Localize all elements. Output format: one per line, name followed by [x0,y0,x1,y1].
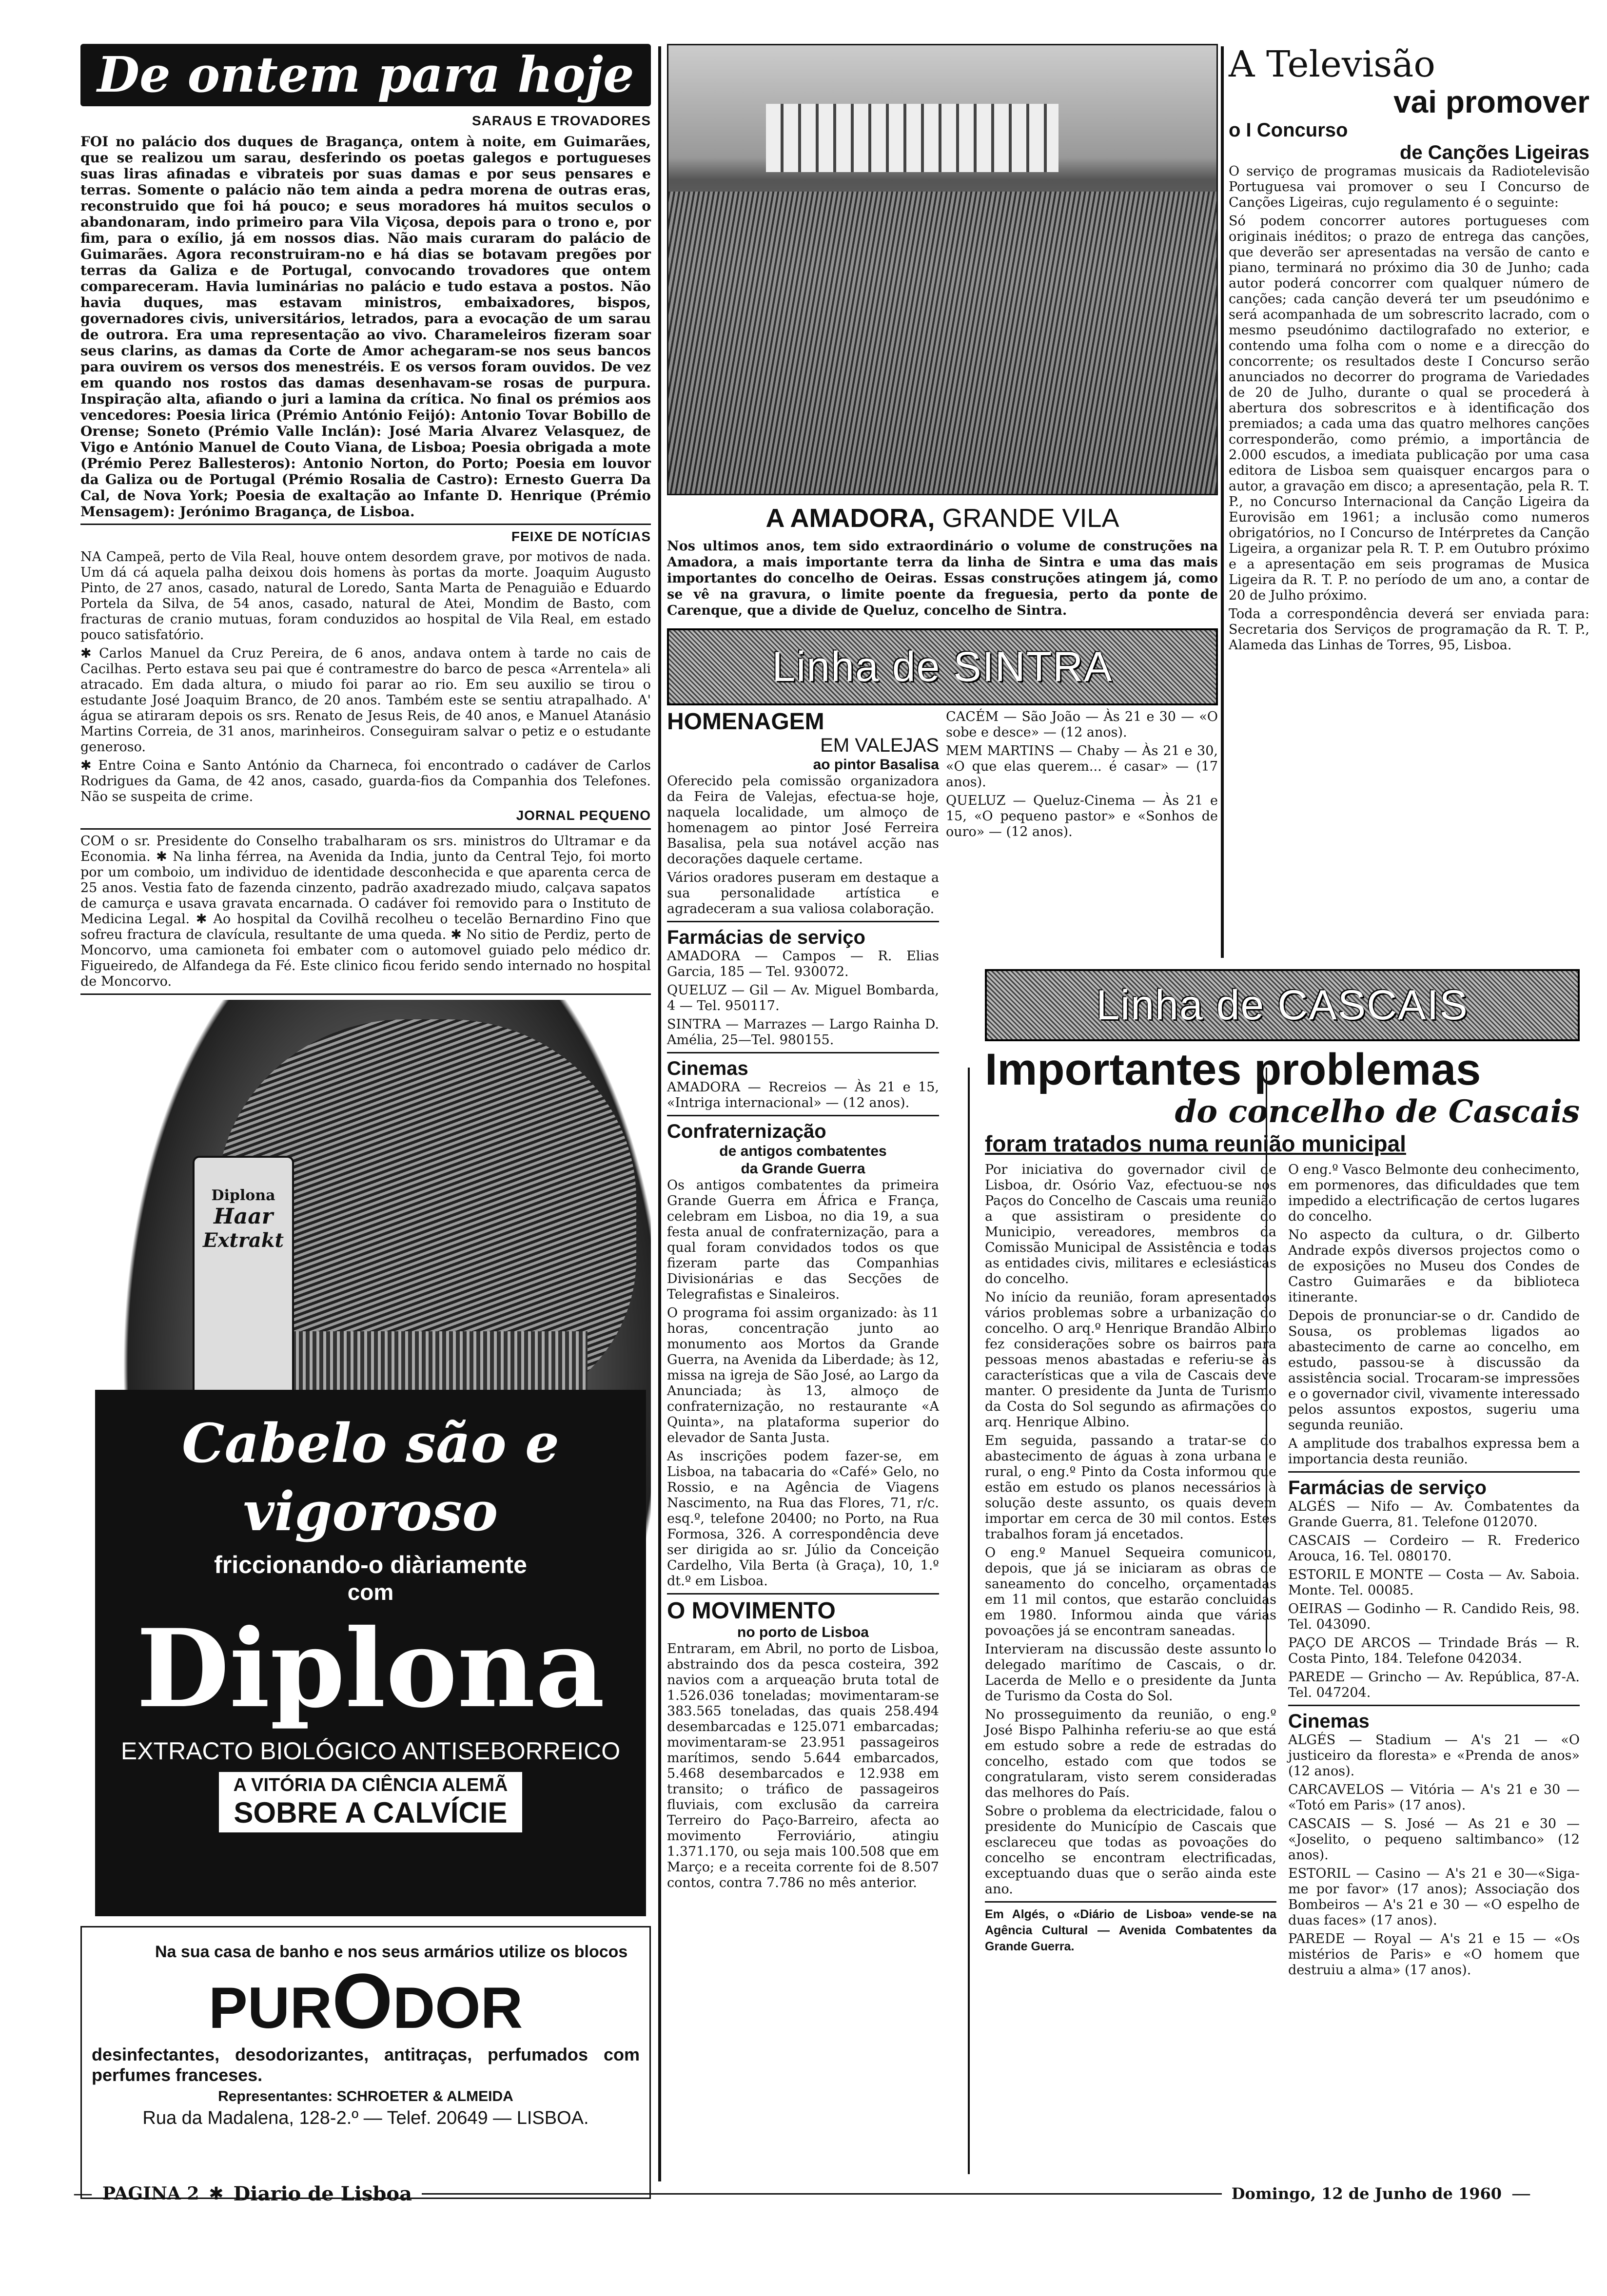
sintra-col-left [667,709,939,1894]
homenagem-title: HOMENAGEM [667,709,824,735]
photo-field [668,192,1216,494]
footer-rule [422,2193,1222,2195]
ad-dark-panel [95,1390,646,1916]
amadora-title-bold: A AMADORA, [765,504,935,533]
cinemas-title: Cinemas [667,1058,748,1079]
pharmacy-item: PAREDE — Grincho — Av. República, 87-A. Tel. 047204. [1288,1670,1580,1700]
article-paragraph: Depois de pronunciar-se o dr. Candido de Sousa, os problemas ligados ao abastecimento de carne ao concelho, em estudo, passou-se à discussão da assistência social. Trocaram-se impressões e o governador civil, vivamente interessado pelos assuntos expostos, sugeriu uma segunda reunião. [1288,1308,1580,1433]
cascais-col-right [1288,1162,1580,1981]
pharmacy-item: AMADORA — Campos — R. Elias Garcia, 185 — Tel. 930072. [667,949,939,979]
cinema-item: CARCAVELOS — Vitória — A's 21 e 30 — «Totó em Paris» (17 anos). [1288,1782,1580,1813]
pharmacy-item: ESTORIL E MONTE — Costa — Av. Saboia. Monte. Tel. 00085. [1288,1567,1580,1598]
left-column [80,44,651,2199]
pharmacy-item: SINTRA — Marrazes — Largo Rainha D. Amélia, 25—Tel. 980155. [667,1017,939,1048]
star-icon: ✱ [209,2183,224,2204]
ad-tag: EXTRACTO BIOLÓGICO ANTISEBORREICO [120,1737,621,1765]
tv-title: A Televisão [1229,43,1435,85]
tv-subtitle: de Canções Ligeiras [1399,142,1589,163]
ad-logo [92,1957,640,2044]
article-paragraph: No prosseguimento da reunião, o eng.º José Bispo Palhinha referiu-se ao que está em estudo sobre a rede de estradas do concelho, estado com que todos se congratularam, visto serem consideradas das melhores do País. [985,1707,1276,1800]
footer-paper: Diario de Lisboa [233,2182,412,2205]
ad-address: Rua da Madalena, 128-2.º — Telef. 20649 — LISBOA. [142,2108,589,2128]
sintra-banner: Linha de SINTRA [667,628,1218,705]
logo-part: PUR [208,1975,333,2041]
article-paragraph: O serviço de programas musicais da Radiotelevisão Portuguesa vai promover o seu I Concurso de Canções Ligeiras, cujo regulamento é o seguinte: [1229,164,1589,210]
pharmacy-item: OEIRAS — Godinho — R. Candido Reis, 98. Tel. 043090. [1288,1601,1580,1632]
divider [1288,1705,1580,1706]
article-paragraph: Só podem concorrer autores portugueses com originais inéditos; o prazo de entrega das canções, que deverão ser apresentadas na versão de canto e piano, terminará no próximo dia 30 de Junho; cada autor poderá concorrer com qualquer número de canções; cada canção deverá ter um pseudónimo e será acompanhada de um sobrescrito lacrado, com o mesmo pseudónimo dactilografado no exterior, e contendo uma folha com o nome e a direcção do concorrente; os resultados deste I Concurso serão anunciados no decorrer do programa de Variedades de 20 de Julho, durante o qual se procederá à abertura dos sobrescritos e à identificação dos premiados; a cada uma das quatro melhores canções corresponderão, como prémio, a importância de 2.000 escudos, a imediata publicação por uma casa editora de Lisboa sem quaisquer encargos para o autor, a gravação em disco; a apresentação, pela R. T. P., no Concurso Internacional da Canção Ligeira da Eurovisão em 1961; a inclusão como numeros obrigatórios, no I Concurso de Intérpretes da Canção Ligeira, a organizar pela R. T. P. em Outubro próximo e a apresentação em seis programas de Musica Ligeira da R. T. P. no período de um ano, a contar de 20 de Julho próximo. [1229,214,1589,603]
amadora-title [667,503,1218,533]
article-paragraph: As inscrições podem fazer-se, em Lisboa, na tabacaria do «Café» Gelo, no Rossio, e na Agência de Viagens Nascimento, na Rua das Flores, 71, r/c. esq.º, telefone 20400; no Porto, na Rua Formosa, 326. A correspondência deve ser dirigida ao sr. Júlio da Conceição Cardelho, Vila Berta (à Graça), 10, 1.º dt.º em Lisboa. [667,1449,939,1589]
bottle-line: Extrakt [203,1229,284,1252]
ad-purodor [80,1926,651,2199]
ad-headline: Cabelo são e vigoroso [181,1412,560,1543]
divider [667,1115,939,1116]
section-label: JORNAL PEQUENO [516,808,651,823]
ad-reps: Representantes: SCHROETER & ALMEIDA [218,2088,513,2104]
article-paragraph: Oferecido pela comissão organizadora da Feira de Valejas, efectua-se hoje, naquela localidade, um almoço de homenagem ao pintor José Ferreira Basalisa, pela sua notável acção nas decorações daquele certame. [667,774,939,867]
article-paragraph: No início da reunião, foram apresentados vários problemas sobre a urbanização do concelho. O arq.º Henrique Brandão Albino fez considerações sobre os bairros para pessoas menos abastadas e referiu-se às características que a vila de Cascais deve manter. O presidente da Junta de Turismo da Costa do Sol segundo as afirmações do arq. Henrique Albino. [985,1290,1276,1430]
cinema-item: QUELUZ — Queluz-Cinema — Às 21 e 15, «O pequeno pastor» e «Sonhos de ouro» — (12 anos). [946,793,1218,839]
article-paragraph: Os antigos combatentes da primeira Grande Guerra em África e França, celebram em Lisboa, no dia 19, a sua festa anual de confraternização, para a qual foram convidados todos os que fizeram parte das Companhias Divisionárias e das Secções de Telegrafistas e Sinaleiros. [667,1178,939,1302]
article-paragraph: Intervieram na discussão deste assunto o delegado marítimo de Cascais, o dr. Lacerda de Mello e o presidente da Junta de Turismo da Costa do Sol. [985,1642,1276,1704]
article-paragraph: Vários oradores puseram em destaque a sua personalidade artística e agradeceram a sua valiosa colaboração. [667,870,939,916]
confraternizacao-title: Confraternização [667,1121,826,1142]
column-rule [658,46,661,2181]
ad-tag [217,1770,525,1834]
cascais-h3: foram tratados numa reunião municipal [985,1131,1406,1156]
homenagem-sub2: ao pintor Basalisa [813,757,939,773]
cascais-h2: do concelho de Cascais [1175,1093,1580,1130]
right-column [1229,44,1589,656]
confraternizacao-sub: de antigos combatentes [719,1143,887,1159]
ad-tag-line: SOBRE A CALVÍCIE [234,1796,508,1829]
cinema-item: AMADORA — Recreios — Às 21 e 15, «Intriga internacional» — (12 anos). [667,1080,939,1110]
movimento-sub: no porto de Lisboa [737,1624,869,1640]
ad-tag-line: A VITÓRIA DA CIÊNCIA ALEMÃ [233,1775,508,1795]
cascais-section [985,965,1580,1981]
ad-diplona [80,1000,651,1916]
divider [667,1593,939,1595]
cinema-item: ALGÉS — Stadium — A's 21 — «O justiceiro da floresta» e «Prenda de anos» (12 anos). [1288,1732,1580,1779]
article-paragraph: Sobre o problema da electricidade, falou o presidente do Município de Cascais que esclareceu que todas as povoações do concelho se encontram electrificadas, exceptuando duas que o serão ainda este ano. [985,1804,1276,1897]
article-paragraph: Toda a correspondência deverá ser enviada para: Secretaria dos Serviços de programação da R. T. P., Alameda das Linhas de Torres, 95, Lisboa. [1229,606,1589,653]
cinema-item: CACÉM — São João — Às 21 e 30 — «O sobe e desce» — (12 anos). [946,709,1218,740]
logo-part: DOR [392,1975,523,2041]
article-paragraph: NA Campeã, perto de Vila Real, houve ontem desordem grave, por motivos de nada. Um dá cá aquela palha deixou dois homens às portas da morte. Joaquim Augusto Pinto, de 27 anos, casado, natural de Loredo, Santa Marta de Penaguião e Eduardo Portela da Silva, de 54 anos, casado, natural de Atei, Mondim de Basto, com fracturas de cranio mutuas, foram conduzidos ao hospital de Vila Real, em estado pouco satisfatório. [80,549,651,642]
logo-o-icon: O [332,1957,393,2044]
amadora-title-light: GRANDE VILA [942,504,1119,533]
bottle-line: Haar [214,1204,273,1229]
pharmacy-item: QUELUZ — Gil — Av. Miguel Bombarda, 4 — Tel. 950117. [667,983,939,1013]
divider [80,993,651,995]
footer-dash: — [1511,2182,1531,2205]
divider [667,921,939,922]
divider [667,1052,939,1053]
section-label: SARAUS E TROVADORES [472,113,651,128]
photo-buildings [766,104,1058,172]
agencia-notice: Em Algés, o «Diário de Lisboa» vende-se na Agência Cultural — Avenida Combatentes da Grande Guerra. [985,1907,1276,1953]
ad-desc: desinfectantes, desodorizantes, antitraças, perfumados com perfumes franceses. [92,2044,640,2085]
amadora-caption: Nos ultimos anos, tem sido extraordinário o volume de construções na Amadora, a mais importante terra da linha de Sintra e uma das mais importantes do concelho de Oeiras. Essas construções atingem já, como se vê na gravura, o limite poente da freguesia, perto da ponte de Carenque, que a divide de Queluz, concelho de Sintra. [667,539,1218,618]
cinema-item: CASCAIS — S. José — As 21 e 30 — «Joselito, o pequeno saltimbanco» (12 anos). [1288,1816,1580,1863]
cinemas-title: Cinemas [1288,1711,1370,1732]
article-saraus: FOI no palácio dos duques de Bragança, ontem à noite, em Guimarães, que se realizou um sarau, desferindo os poetas galegos e portugueses suas liras afinadas e vibrateis por suas damas e por seus pensares e terras. Somente o palácio não tem ainda a pedra morena de outras eras, reconstruido que foi há pouco; e seus moradores há muitos seculos o abandonaram, indo primeiro para Vila Viçosa, depois para o trono e, por fim, para o exílio, já em nossos dias. Não mais curaram do palácio de Guimarães. Agora reconstruiram-no e há dias se botavam pregões por terras da Galiza e de Portugal, convocando trovadores que ontem compareceram. Havia luminárias no palácio e tudo estava a postos. Não havia duques, mas estavam ministros, embaixadores, bispos, governadores civis, universitários, letrados, para a evocação de um sarau de outrora. Era uma representação ao vivo. Charameleiros fizeram soar seus clarins, as damas da Corte de Amor achegaram-se nos seus bancos para ouvirem os versos dos menestréis. E os versos foram ouvidos. De vez em quando nos rostos das damas desenhavam-se rosas de purpura. Inspiração alta, afiando o juri a lamina da crítica. No final os prémios aos vencedores: Poesia lirica (Prémio António Feijó): Antonio Tovar Bobillo de Orense; Soneto (Prémio Valle Inclán): José Maria Alvarez Velasquez, de Vigo e António Manuel de Couto Viana, de Lisboa; Poesia obrigada a mote (Prémio Perez Ballesteros): Antonio Norton, do Porto; Poesia em louvor da Galiza ou de Portugal (Prémio Rosalia de Castro): Ernesto Guerra Da Cal, de Nova York; Poesia de exaltação ao Infante D. Henrique (Prémio Mensagem): Jerónimo Bragança, de Lisboa. [80,134,651,520]
pharmacy-item: CASCAIS — Cordeiro — R. Frederico Arouca, 16. Tel. 080170. [1288,1533,1580,1564]
article-paragraph: O eng.º Manuel Sequeira comunicou, depois, que já se iniciaram as obras de saneamento do concelho, orçamentadas em 11 mil contos, que estarão concluidas em 1980. Informou ainda que várias povoações já se encontram saneadas. [985,1545,1276,1638]
article-paragraph: O eng.º Vasco Belmonte deu conhecimento, em pormenores, das dificuldades que tem impedido a electrificação de certos lugares do concelho. [1288,1162,1580,1224]
cinema-item: MEM MARTINS — Chaby — Às 21 e 30, «O que elas querem... é casar» — (17 anos). [946,743,1218,790]
article-paragraph: Por iniciativa do governador civil de Lisboa, dr. Osório Vaz, efectuou-se nos Paços do Concelho de Cascais uma reunião a que assistiram o presidente do Municipio, vereadores, membros da Comissão Municipal de Assistência e todas as entidades civis, militares e eclesiásticas do concelho. [985,1162,1276,1286]
cinema-item: ESTORIL — Casino — A's 21 e 30—«Siga-me por favor» (17 anos); Associação dos Bombeiros — A's 21 e 30 — «O espelho de duas faces» (17 anos). [1288,1866,1580,1928]
farmacias-title: Farmácias de serviço [1288,1477,1487,1498]
cascais-h1: Importantes problemas [985,1045,1481,1094]
section-label: FEIXE DE NOTÍCIAS [511,529,651,544]
tv-subtitle: vai promover [1393,84,1589,119]
pharmacy-item: ALGÉS — Nifo — Av. Combatentes da Grande Guerra, 81. Telefone 012070. [1288,1499,1580,1530]
article-paragraph: ✱ Carlos Manuel da Cruz Pereira, de 6 anos, andava ontem à tarde no cais de Cacilhas. Perto estava seu pai que é contramestre do barco de pesca «Arrentela» ali atracado. Em dada altura, o miudo foi parar ao rio. Em seu auxilio se tirou o estudante José Joaquim Branco, de 20 anos. Também este se sentiu atrapalhado. A' água se atiraram depois os srs. Renato de Jesus Reis, de 40 anos, e Manuel Atanásio Martins Correia, de 31 anos, marinheiros. Conseguiram salvar o petiz e o estudante generoso. [80,646,651,755]
article-paragraph: Entraram, em Abril, no porto de Lisboa, abstraindo dos da pesca costeira, 392 navios com a arqueação bruta total de 1.526.036 toneladas; movimentaram-se 383.565 toneladas, das quais 258.494 desembarcadas e 125.071 embarcadas; movimentaram-se 23.951 passageiros marítimos, sendo 5.644 embarcados, 5.468 desembarcados e 12.938 em transito; o tráfico de passageiros fluviais, com exclusão da carreira Terreiro do Paço-Barreiro, afecta ao movimento Ferroviário, atingiu 1.371.170, ou seja mais 100.508 que em Março; e a receita corrente foi de 8.507 contos, contra 7.786 no mês anterior. [667,1641,939,1890]
divider [80,524,651,525]
amadora-photo [667,44,1218,495]
divider [80,828,651,830]
column-rule [1221,46,1224,958]
divider [1288,1471,1580,1473]
article-paragraph: Em seguida, passando a tratar-se do abastecimento de águas à zona urbana e rural, o eng.º Pinto da Costa informou que estão em estudo os planos necessários à solução deste assunto, os quais devem importar em cerca de 30 mil contos. Estes trabalhos foram já encetados. [985,1433,1276,1542]
ad-eyes [285,1331,588,1390]
ad-intro: Na sua casa de banho e nos seus armários utilize os blocos [155,1943,628,1961]
pharmacy-item: PAÇO DE ARCOS — Trindade Brás — R. Costa Pinto, 184. Telefone 042034. [1288,1635,1580,1666]
page-footer [73,2179,1531,2208]
footer-date: Domingo, 12 de Junho de 1960 [1231,2184,1502,2203]
footer-dash: — [73,2182,93,2205]
masthead-banner: De ontem para hoje [80,44,651,106]
movimento-title: O MOVIMENTO [667,1598,836,1624]
article-jornal: COM o sr. Presidente do Conselho trabalharam os srs. ministros do Ultramar e da Economia. ✱ Na linha férrea, na Avenida da India, junto da Central Tejo, foi morto por um comboio, um individuo de identidade desconhecida e que aparenta cerca de 25 anos. Vestia fato de fazenda cinzento, padrão axadrezado miudo, calçava sapatos de camurça e usava gravata encarnada. O cadáver foi removido para o Instituto de Medicina Legal. ✱ Ao hospital da Covilhã recolheu o tecelão Bernardino Fino que sofreu fractura de clavícula, resultante de uma queda. ✱ No sitio de Perdiz, perto de Moncorvo, uma camioneta foi embater com o automovel guiado pelo médico dr. Figueiredo, de Alfandega da Fé. Este clinico ficou ferido sendo internado no hospital de Moncorvo. [80,834,651,989]
ad-brand: Diplona [136,1605,605,1732]
confraternizacao-sub: da Grande Guerra [741,1161,865,1177]
cinema-item: PAREDE — Royal — A's 21 e 15 — «Os mistérios de Paris» e «O homem que destruiu a alma» (17 anos). [1288,1931,1580,1978]
footer-page: PAGINA 2 [102,2183,199,2204]
cascais-columns [985,1162,1580,1981]
tv-subtitle: o I Concurso [1229,119,1348,141]
article-paragraph: A amplitude dos trabalhos expressa bem a importancia desta reunião. [1288,1436,1580,1467]
divider [985,1901,1276,1903]
article-paragraph: O programa foi assim organizado: às 11 horas, concentração junto ao monumento aos Mortos da Grande Guerra, na Avenida da Liberdade; às 12, missa na igreja de São José, ao Largo da Anunciada; às 13, almoço de confraternização, no restaurante «A Quinta», na plataforma superior do elevador de Santa Justa. [667,1305,939,1445]
cascais-banner: Linha de CASCAIS [985,969,1580,1041]
homenagem-sub: EM VALEJAS [820,735,939,756]
bottle-brand-text: Diplona [211,1187,275,1204]
article-paragraph: No aspecto da cultura, o dr. Gilberto Andrade expôs diversos projectos como o de exposições no Museu dos Condes de Castro Guimarães e da biblioteca itinerante. [1288,1227,1580,1305]
ad-subline: friccionando-o diàriamente [214,1551,527,1578]
ad-com: com [347,1579,394,1605]
article-paragraph: ✱ Entre Coina e Santo António da Charneca, foi encontrado o cadáver de Carlos Rodrigues da Gama, de 42 anos, casado, guarda-fios da Companhia dos Telefones. Não se suspeita de crime. [80,758,651,804]
cascais-col-left [985,1162,1276,1981]
farmacias-title: Farmácias de serviço [667,927,865,948]
